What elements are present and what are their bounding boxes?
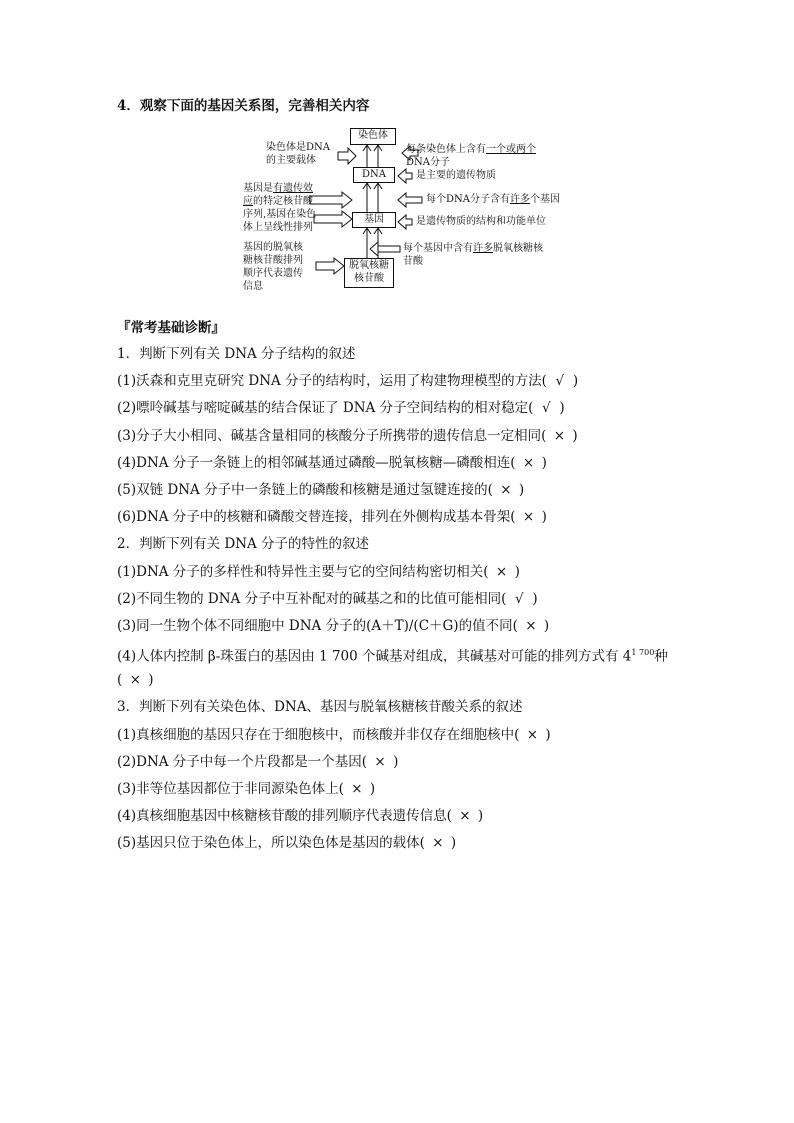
right3b: 个基因 <box>530 194 560 205</box>
question-text: (2)不同生物的 DNA 分子中互补配对的碱基之和的比值可能相同( <box>117 590 507 607</box>
answer-mark: × <box>522 454 535 471</box>
answer-mark: √ <box>555 373 565 390</box>
left-note-chromosome <box>266 141 330 167</box>
answer-mark: × <box>495 563 508 580</box>
box-nucleotide <box>344 258 394 288</box>
right1-line2: DNA分子 <box>406 157 450 168</box>
question-line <box>117 725 717 752</box>
answer-mark: × <box>129 672 141 689</box>
left-note-gene <box>243 182 316 234</box>
right-note-gene-unit: 是遗传物质的结构和功能单位 <box>416 216 546 227</box>
question-text: ( <box>117 672 123 689</box>
close-paren: ) <box>393 753 399 770</box>
answer-mark: × <box>525 617 537 634</box>
close-paren: ) <box>477 808 484 825</box>
question-line <box>117 589 717 616</box>
answer-mark: × <box>553 427 566 444</box>
left3-line3: 顺序代表遗传 <box>243 268 303 279</box>
gene-relationship-diagram <box>240 126 570 298</box>
close-paren: ) <box>532 590 538 607</box>
box-dna: DNA <box>353 167 395 183</box>
right5a: 每个基因中含有 <box>403 243 473 254</box>
question-text: (3)同一生物个体不同细胞中 DNA 分子的(A＋T)/(C＋G)的值不同( <box>117 617 518 634</box>
question-line <box>117 480 717 507</box>
question-line <box>117 562 717 589</box>
answer-mark: √ <box>542 400 551 417</box>
close-paren: ) <box>518 481 525 498</box>
right3u: 许多 <box>510 194 530 205</box>
question-tail: 种 <box>654 648 668 665</box>
left2-line3: 序列,基因在染色 <box>243 209 317 220</box>
question-text: (1)DNA 分子的多样性和特异性主要与它的空间结构密切相关( <box>117 563 489 580</box>
box-gene: 基因 <box>352 212 396 228</box>
left2-line2u: 应 <box>243 196 253 207</box>
question-line <box>117 670 717 697</box>
right1-line1u: 一个或两个 <box>486 144 536 155</box>
question-text: (3)非等位基因都位于非同源染色体上( <box>117 781 344 797</box>
question-line <box>117 779 717 806</box>
question-list <box>117 344 717 861</box>
close-paren: ) <box>369 781 376 797</box>
close-paren: ) <box>541 454 547 471</box>
question-text: (4)人体内控制 β-珠蛋白的基因由 1 700 个碱基对组成，其碱基对可能的排列方式有 4 <box>117 648 632 665</box>
question-text: 1．判断下列有关 DNA 分子结构的叙述 <box>117 346 356 362</box>
box-nucleotide-line1: 脱氧核糖 <box>349 260 389 271</box>
right-note-gene-count <box>426 193 560 206</box>
question-line <box>117 616 717 643</box>
question-text: (5)基因只位于染色体上，所以染色体是基因的载体( <box>117 835 425 852</box>
close-paren: ) <box>559 400 565 417</box>
right5b: 脱氧核糖核 <box>493 243 543 254</box>
question-line <box>117 752 717 779</box>
close-paren: ) <box>514 563 520 580</box>
right-note-dna: 是主要的遗传物质 <box>416 170 496 181</box>
question-line <box>117 806 717 833</box>
left2-line4: 体上呈线性排列 <box>243 222 313 233</box>
right5-line2: 苷酸 <box>403 256 423 267</box>
question-line <box>117 398 717 425</box>
close-paren: ) <box>572 427 578 444</box>
close-paren: ) <box>148 672 154 689</box>
close-paren: ) <box>543 617 550 634</box>
question-line <box>117 697 717 724</box>
question-line <box>117 426 717 453</box>
right5u: 许多 <box>473 243 493 254</box>
exponent: 1 700 <box>631 648 655 658</box>
question-text: (4)真核细胞基因中核糖核苷酸的排列顺序代表遗传信息( <box>117 808 452 825</box>
left2-line2b: 的特定核苷酸 <box>253 196 313 207</box>
question-line <box>117 833 717 860</box>
right3a: 每个DNA分子含有 <box>426 194 510 205</box>
left3-line1: 基因的脱氧核 <box>243 242 303 253</box>
answer-mark: × <box>459 808 471 825</box>
answer-mark: × <box>526 726 539 743</box>
right-note-nucleotide <box>403 242 543 268</box>
question-text: (5)双链 DNA 分子中一条链上的磷酸和核糖是通过氢键连接的( <box>117 481 493 498</box>
close-paren: ) <box>450 835 457 852</box>
close-paren: ) <box>541 509 547 526</box>
left1-line1: 染色体是DNA <box>266 142 330 153</box>
section-title: 『常考基础诊断』 <box>117 320 225 336</box>
answer-mark: √ <box>515 590 524 607</box>
left2-line1a: 基因是 <box>243 183 273 194</box>
right1-line1a: 每条染色体上含有 <box>406 144 486 155</box>
question-line <box>117 534 717 561</box>
question-line <box>117 371 717 398</box>
question-text: (6)DNA 分子中的核糖和磷酸交替连接，排列在外侧构成基本骨架( <box>117 509 516 526</box>
close-paren: ) <box>572 373 579 390</box>
left2-line1u: 有遗传效 <box>273 183 313 194</box>
question-text: (3)分子大小相同、碱基含量相同的核酸分子所携带的遗传信息一定相同( <box>117 427 547 444</box>
answer-mark: × <box>500 481 512 498</box>
right-note-chromosome <box>406 143 536 169</box>
question-text: (1)真核细胞的基因只存在于细胞核中，而核酸并非仅存在细胞核中( <box>117 726 520 743</box>
question-line <box>117 507 717 534</box>
answer-mark: × <box>351 781 363 797</box>
question-4-title: 4．观察下面的基因关系图，完善相关内容 <box>117 98 370 114</box>
left3-line2: 糖核苷酸排列 <box>243 255 303 266</box>
question-text: (2)嘌呤碱基与嘧啶碱基的结合保证了 DNA 分子空间结构的相对稳定( <box>117 400 534 417</box>
box-chromosome: 染色体 <box>350 128 396 145</box>
box-nucleotide-line2: 核苷酸 <box>354 273 384 284</box>
question-text: 3．判断下列有关染色体、DNA、基因与脱氧核糖核苷酸关系的叙述 <box>117 699 523 716</box>
answer-mark: × <box>522 509 535 526</box>
left-note-nucleotide <box>243 241 303 293</box>
question-line <box>117 643 717 670</box>
question-text: 2．判断下列有关 DNA 分子的特性的叙述 <box>117 536 370 553</box>
left3-line4: 信息 <box>243 281 263 292</box>
question-text: (1)沃森和克里克研究 DNA 分子的结构时，运用了构建物理模型的方法( <box>117 373 547 390</box>
left1-line2: 的主要载体 <box>266 155 316 166</box>
question-text: (2)DNA 分子中每一个片段都是一个基因( <box>117 753 368 770</box>
close-paren: ) <box>545 726 551 743</box>
answer-mark: × <box>374 753 386 770</box>
question-line <box>117 344 717 371</box>
question-text: (4)DNA 分子一条链上的相邻碱基通过磷酸—脱氧核糖—磷酸相连( <box>117 454 516 471</box>
question-line <box>117 453 717 480</box>
answer-mark: × <box>432 835 444 852</box>
